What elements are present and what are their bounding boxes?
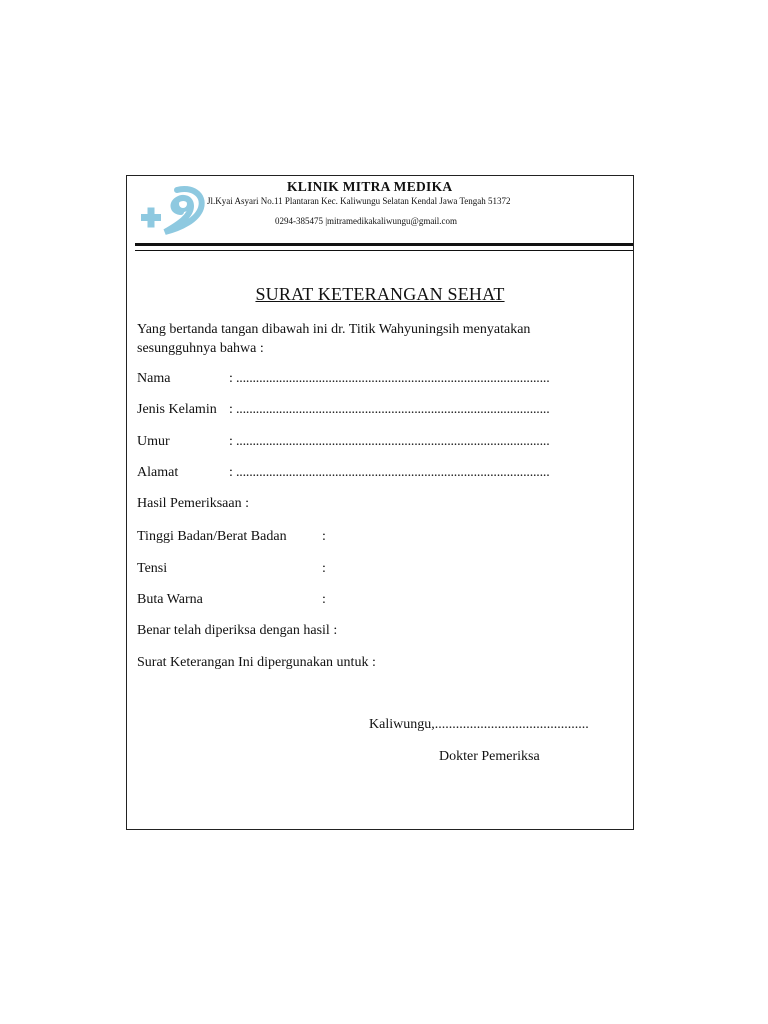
field-value-jenis-kelamin[interactable]: : ............................................................................................... bbox=[229, 402, 550, 417]
field-label-umur: Umur bbox=[137, 434, 170, 449]
exam-colon-tinggi-berat: : bbox=[322, 529, 326, 544]
clinic-contact: 0294-385475 |mitramedikakaliwungu@gmail.com bbox=[275, 216, 458, 226]
field-label-jenis-kelamin: Jenis Kelamin bbox=[137, 402, 217, 417]
place-date-line: Kaliwungu,............................................ bbox=[369, 717, 589, 732]
intro-statement: Yang bertanda tangan dibawah ini dr. Titik Wahyuningsih menyatakan sesungguhnya bahwa : bbox=[137, 322, 531, 356]
field-value-nama[interactable]: : ............................................................................................... bbox=[229, 371, 550, 386]
field-label-alamat: Alamat bbox=[137, 465, 179, 480]
header-divider-thin bbox=[135, 250, 633, 251]
exam-label-buta-warna: Buta Warna bbox=[137, 592, 203, 607]
document-title: SURAT KETERANGAN SEHAT bbox=[255, 284, 505, 304]
exam-colon-buta-warna: : bbox=[322, 592, 326, 607]
field-label-nama: Nama bbox=[137, 371, 171, 386]
clinic-name: KLINIK MITRA MEDIKA bbox=[287, 179, 453, 194]
result-line: Benar telah diperiksa dengan hasil : bbox=[137, 623, 338, 638]
header-divider-thick bbox=[135, 243, 633, 246]
exam-heading: Hasil Pemeriksaan : bbox=[137, 496, 249, 511]
exam-label-tinggi-berat: Tinggi Badan/Berat Badan bbox=[137, 529, 287, 544]
field-value-alamat[interactable]: : ............................................................................................... bbox=[229, 465, 550, 480]
exam-colon-tensi: : bbox=[322, 561, 326, 576]
purpose-line: Surat Keterangan Ini dipergunakan untuk : bbox=[137, 655, 376, 670]
clinic-logo-icon bbox=[137, 184, 207, 236]
field-value-umur[interactable]: : ............................................................................................... bbox=[229, 434, 550, 449]
exam-label-tensi: Tensi bbox=[137, 561, 168, 576]
certificate-document bbox=[126, 175, 634, 830]
signatory-label: Dokter Pemeriksa bbox=[439, 749, 540, 764]
clinic-address: Jl.Kyai Asyari No.11 Plantaran Kec. Kaliwungu Selatan Kendal Jawa Tengah 51372 bbox=[207, 196, 511, 206]
